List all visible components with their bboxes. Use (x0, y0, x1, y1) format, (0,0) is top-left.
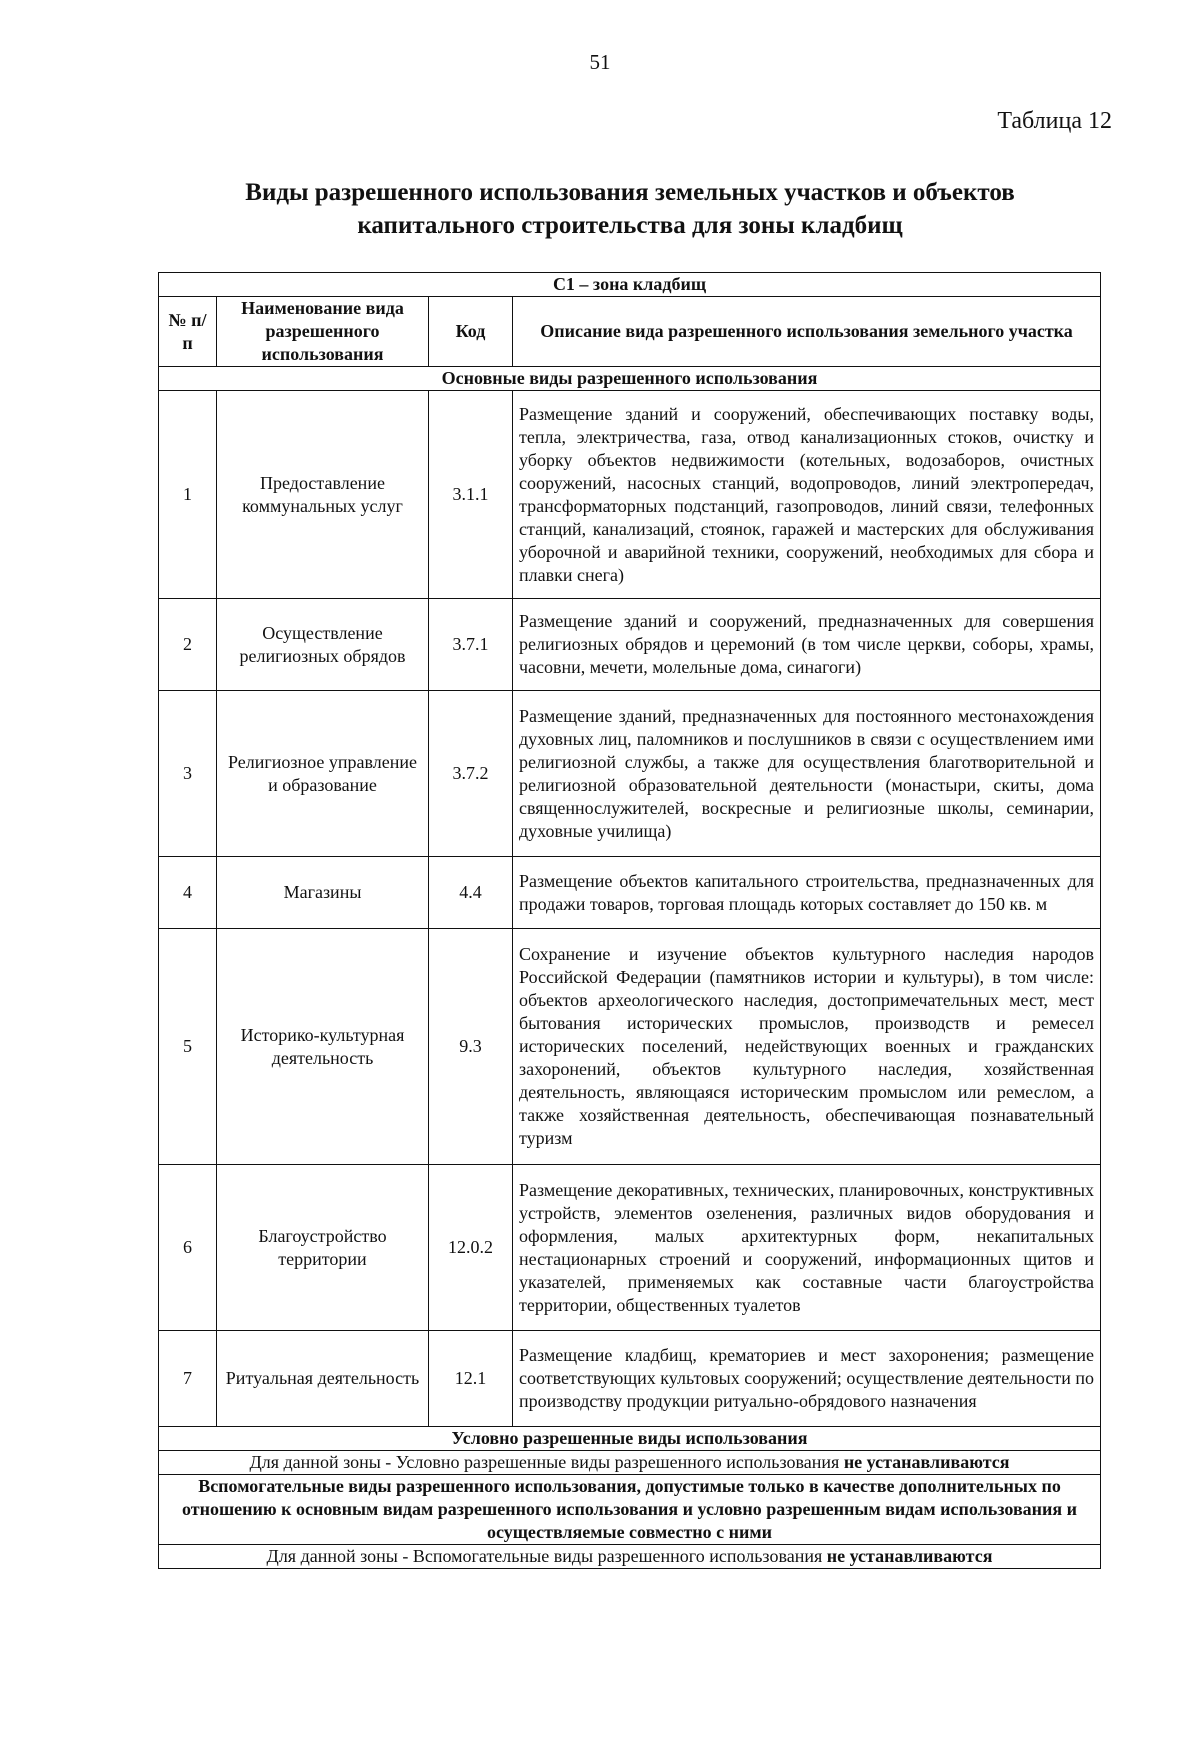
section-main-uses: Основные виды разрешенного использования (159, 367, 1101, 391)
note-emphasis: не устанавливаются (843, 1452, 1010, 1472)
table-row (159, 929, 1101, 1165)
column-header-description: Описание вида разрешенного использования земельного участка (513, 297, 1101, 367)
note-text: Для данной зоны - Условно разрешенные виды разрешенного использования (249, 1452, 844, 1472)
table-row (159, 1165, 1101, 1331)
column-header-code: Код (429, 297, 513, 367)
row-code: 12.1 (429, 1331, 513, 1427)
table-row (159, 691, 1101, 857)
row-code: 9.3 (429, 929, 513, 1165)
document-title (160, 176, 1100, 242)
page-number: 51 (589, 50, 611, 74)
table-row (159, 391, 1101, 599)
table-row (159, 1331, 1101, 1427)
section-conditional-uses: Условно разрешенные виды использования (159, 1427, 1101, 1451)
row-description: Размещение кладбищ, крематориев и мест захоронения; размещение соответствующих культовых сооружений; осуществление деятельности по производству продукции ритуально-обрядового назначения (513, 1331, 1101, 1427)
land-use-table (158, 272, 1101, 1569)
section-auxiliary-uses: Вспомогательные виды разрешенного использования, допустимые только в качестве дополнительных по отношению к основным видам разрешенного использования и условно разрешенным видам использования и осуществляемые совместно с ними (159, 1475, 1101, 1545)
row-name: Ритуальная деятельность (217, 1331, 429, 1427)
row-number: 1 (159, 391, 217, 599)
table-row (159, 857, 1101, 929)
zone-header: С1 – зона кладбищ (159, 273, 1101, 297)
row-name: Историко-культурная деятельность (217, 929, 429, 1165)
row-number: 3 (159, 691, 217, 857)
row-name: Религиозное управление и образование (217, 691, 429, 857)
column-header-number: № п/п (159, 297, 217, 367)
row-number: 6 (159, 1165, 217, 1331)
column-header-name: Наименование вида разрешенного использования (217, 297, 429, 367)
row-code: 3.7.2 (429, 691, 513, 857)
row-name: Магазины (217, 857, 429, 929)
row-code: 4.4 (429, 857, 513, 929)
row-description: Размещение декоративных, технических, планировочных, конструктивных устройств, элементов озеленения, различных видов оборудования и оформления, малых архитектурных форм, некапитальных нестационарных строений и сооружений, информационных щитов и указателей, применяемых как составные части благоустройства территории, общественных туалетов (513, 1165, 1101, 1331)
row-name: Предоставление коммунальных услуг (217, 391, 429, 599)
title-line: капитального строительства для зоны кладбищ (357, 212, 903, 239)
note-emphasis: не устанавливаются (826, 1546, 993, 1566)
row-number: 7 (159, 1331, 217, 1427)
row-code: 12.0.2 (429, 1165, 513, 1331)
row-name: Осуществление религиозных обрядов (217, 599, 429, 691)
table-label: Таблица 12 (997, 108, 1112, 134)
row-description: Сохранение и изучение объектов культурного наследия народов Российской Федерации (памятников истории и культуры), в том числе: объектов археологического наследия, достопримечательных мест, мест бытования исторических промыслов, производств и ремесел исторических поселений, недействующих военных и гражданских захоронений, объектов культурного наследия, хозяйственная деятельность, являющаяся историческим промыслом или ремеслом, а также хозяйственная деятельность, обеспечивающая познавательный туризм (513, 929, 1101, 1165)
row-number: 5 (159, 929, 217, 1165)
row-code: 3.7.1 (429, 599, 513, 691)
row-number: 4 (159, 857, 217, 929)
conditional-uses-note (159, 1451, 1101, 1475)
row-description: Размещение зданий и сооружений, обеспечивающих поставку воды, тепла, электричества, газа, отвод канализационных стоков, очистку и уборку объектов недвижимости (котельных, водозаборов, очистных сооружений, насосных станций, водопроводов, линий электропередач, трансформаторных подстанций, газопроводов, линий связи, телефонных станций, канализаций, стоянок, гаражей и мастерских для обслуживания уборочной и аварийной техники, сооружений, необходимых для сбора и плавки снега) (513, 391, 1101, 599)
row-name: Благоустройство территории (217, 1165, 429, 1331)
auxiliary-uses-note (159, 1545, 1101, 1569)
row-description: Размещение объектов капитального строительства, предназначенных для продажи товаров, торговая площадь которых составляет до 150 кв. м (513, 857, 1101, 929)
row-number: 2 (159, 599, 217, 691)
row-code: 3.1.1 (429, 391, 513, 599)
note-text: Для данной зоны - Вспомогательные виды разрешенного использования (266, 1546, 827, 1566)
row-description: Размещение зданий, предназначенных для постоянного местонахождения духовных лиц, паломников и послушников в связи с осуществлением ими религиозной службы, а также для осуществления благотворительной и религиозной образовательной деятельности (монастыри, скиты, дома священнослужителей, воскресные и религиозные школы, семинарии, духовные училища) (513, 691, 1101, 857)
row-description: Размещение зданий и сооружений, предназначенных для совершения религиозных обрядов и церемоний (в том числе церкви, соборы, храмы, часовни, мечети, молельные дома, синагоги) (513, 599, 1101, 691)
table-row (159, 599, 1101, 691)
title-line: Виды разрешенного использования земельных участков и объектов (245, 179, 1015, 206)
